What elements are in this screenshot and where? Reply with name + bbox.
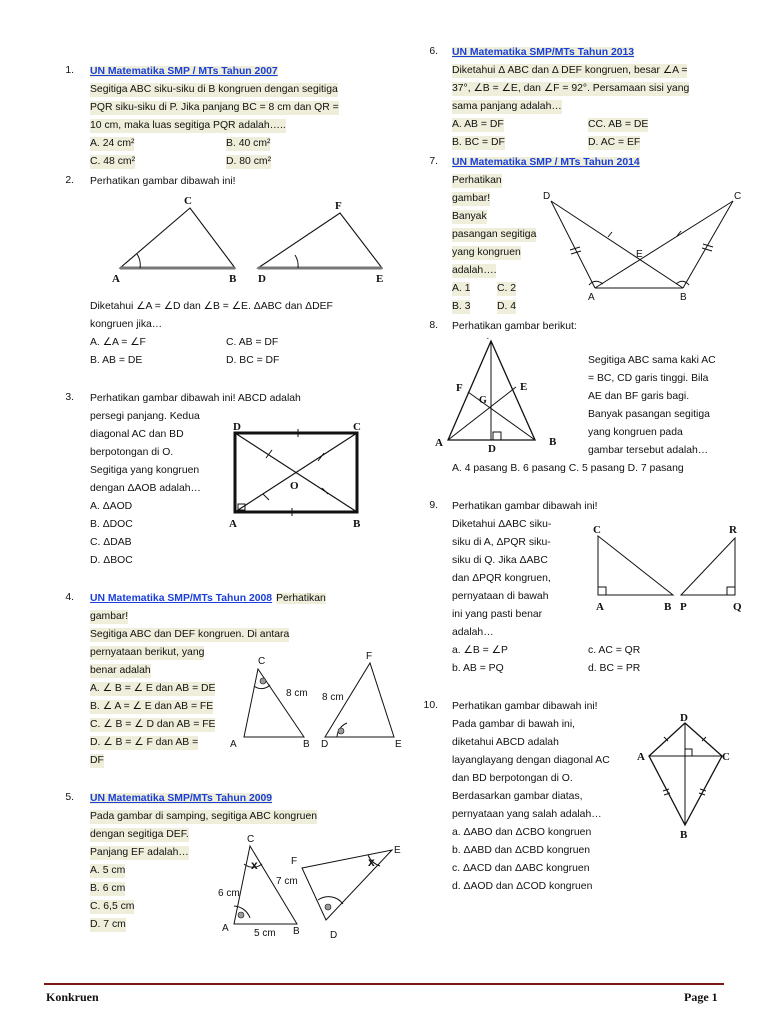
q6-text-line: Diketahui Δ ABC dan Δ DEF kongruen, besar ∠A =: [452, 65, 688, 76]
q4-number: 4.: [65, 592, 74, 603]
q5-option-d: D. 7 cm: [90, 919, 126, 930]
q3-option-a: A. ΔAOD: [90, 501, 133, 512]
q10-text-line: layanglayang dengan diagonal AC: [452, 755, 610, 766]
q7-option-b: B. 3: [452, 301, 471, 312]
q5-label-d: D: [330, 930, 338, 941]
q6-title-link[interactable]: UN Matematika SMP/MTs Tahun 2013: [452, 47, 635, 58]
q7-text-line: yang kongruen: [452, 247, 521, 258]
q7-label-b: B: [680, 292, 687, 303]
q6-option-c: CC. AB = DE: [588, 119, 649, 130]
q10-label-b: B: [680, 829, 688, 841]
footer-title: Konkruen: [46, 990, 99, 1004]
q1-text-line: PQR siku-siku di P. Jika panjang BC = 8 cm dan QR =: [90, 102, 339, 113]
q4-label-side-df: 8 cm: [322, 692, 344, 703]
q2-option-b: B. AB = DE: [90, 355, 143, 366]
q2-prompt: Perhatikan gambar dibawah ini!: [90, 176, 236, 187]
q3-number: 3.: [65, 392, 74, 403]
q5-label-c: C: [247, 834, 255, 845]
q10-option-a: a. ΔABO dan ΔCBO kongruen: [452, 827, 592, 838]
q10-prompt: Perhatikan gambar dibawah ini!: [452, 701, 598, 712]
q3-label-b: B: [353, 518, 361, 530]
q6-number: 6.: [429, 46, 438, 57]
q2-text-line: Diketahui ∠A = ∠D dan ∠B = ∠E. ΔABC dan ΔDEF: [90, 301, 333, 312]
q7-title-link[interactable]: UN Matematika SMP / MTs Tahun 2014: [452, 157, 640, 168]
q10-text-line: diketahui ABCD adalah: [452, 737, 559, 748]
q3-text-line: Perhatikan gambar dibawah ini! ABCD adalah: [90, 393, 301, 404]
q9-text-line: adalah…: [452, 627, 494, 638]
q5-label-angle-e: x: [368, 855, 375, 869]
q10-text-line: pernyataan yang salah adalah…: [452, 809, 602, 820]
q6-option-a: A. AB = DF: [452, 119, 504, 130]
q4-option-a: A. ∠ B = ∠ E dan AB = DE: [90, 683, 216, 694]
q5-option-c: C. 6,5 cm: [90, 901, 135, 912]
q8-label-g: G: [479, 395, 487, 406]
q1-text-line: Segitiga ABC siku-siku di B kongruen dengan segitiga: [90, 84, 338, 95]
q2-label-a: A: [112, 273, 120, 285]
q8-label-b: B: [549, 436, 557, 448]
page-number: Page 1: [684, 990, 718, 1004]
q1-option-b: B. 40 cm²: [226, 138, 271, 149]
q3-label-a: A: [229, 518, 237, 530]
q10-text-line: dan BD berpotongan di O.: [452, 773, 573, 784]
q8-prompt: Perhatikan gambar berikut:: [452, 321, 577, 332]
q5-label-f: F: [291, 856, 298, 867]
q7-text-line: pasangan segitiga: [452, 229, 537, 240]
q8-text-line: gambar tersebut adalah…: [588, 445, 709, 456]
q8-label-d: D: [488, 443, 496, 455]
q8-text-line: = BC, CD garis tinggi. Bila: [588, 373, 709, 384]
q5-label-angle-c: x: [251, 858, 258, 872]
q4-text-line: pernyataan berikut, yang: [90, 647, 205, 658]
q7-label-d: D: [543, 191, 551, 202]
q3-text-line: persegi panjang. Kedua: [90, 411, 200, 422]
q4-label-e: E: [395, 739, 402, 750]
q9-number: 9.: [429, 500, 438, 511]
q2-number: 2.: [65, 175, 74, 186]
q3-label-c: C: [353, 421, 361, 433]
q1-text-line: 10 cm, maka luas segitiga PQR adalah…..: [90, 120, 286, 131]
q2-label-c: C: [184, 195, 192, 207]
q9-label-b: B: [664, 601, 672, 613]
q9-label-p: P: [680, 601, 687, 613]
q10-option-c: c. ΔACD dan ΔABC kongruen: [452, 863, 590, 874]
q1-option-d: D. 80 cm²: [226, 156, 272, 167]
q2-text-line: kongruen jika…: [90, 319, 163, 330]
q7-text-line: adalah….: [452, 265, 497, 276]
q1-title-link[interactable]: UN Matematika SMP / MTs Tahun 2007: [90, 66, 278, 77]
q5-text-line: Panjang EF adalah…: [90, 847, 189, 858]
q5-text-line: dengan segitiga DEF.: [90, 829, 189, 840]
q9-option-d: d. BC = PR: [588, 663, 641, 674]
q2-option-a: A. ∠A = ∠F: [90, 337, 146, 348]
q4-text-line: benar adalah: [90, 665, 151, 676]
q9-label-q: Q: [733, 601, 742, 613]
q4-option-c: C. ∠ B = ∠ D dan AB = FE: [90, 719, 216, 730]
q5-label-b: B: [293, 926, 300, 937]
q7-text-line: Perhatikan: [452, 175, 502, 186]
q3-option-c: C. ΔDAB: [90, 537, 132, 548]
q9-text-line: siku di A, ΔPQR siku-: [452, 537, 551, 548]
q7-text-line: Banyak: [452, 211, 487, 222]
q9-option-a: a. ∠B = ∠P: [452, 645, 508, 656]
q3-text-line: berpotongan di O.: [90, 447, 174, 458]
q8-text-line: Segitiga ABC sama kaki AC: [588, 355, 716, 366]
q7-option-c: C. 2: [497, 283, 517, 294]
q4-label-d: D: [321, 739, 329, 750]
q8-text-line: yang kongruen pada: [588, 427, 683, 438]
q5-number: 5.: [65, 792, 74, 803]
q4-option-b: B. ∠ A = ∠ E dan AB = FE: [90, 701, 214, 712]
q9-text-line: siku di Q. Jika ΔABC: [452, 555, 548, 566]
q10-text-line: Berdasarkan gambar diatas,: [452, 791, 583, 802]
q7-option-d: D. 4: [497, 301, 517, 312]
q2-label-b: B: [229, 273, 237, 285]
q4-label-side-bc: 8 cm: [286, 688, 308, 699]
q5-title-link[interactable]: UN Matematika SMP/MTs Tahun 2009: [90, 793, 273, 804]
q3-label-o: O: [290, 480, 299, 492]
q3-label-d: D: [233, 421, 241, 433]
q5-text-line: Pada gambar di samping, segitiga ABC kongruen: [90, 811, 318, 822]
q1-option-a: A. 24 cm²: [90, 138, 135, 149]
q6-text-line: sama panjang adalah…: [452, 101, 562, 112]
q10-number: 10.: [423, 700, 438, 711]
q8-text-line: Banyak pasangan segitiga: [588, 409, 710, 420]
q3-text-line: Segitiga yang kongruen: [90, 465, 200, 476]
svg-text:.: .: [487, 333, 489, 341]
q9-text-line: pernyataan di bawah: [452, 591, 549, 602]
q5-label-e: E: [394, 845, 401, 856]
q9-label-c: C: [593, 524, 601, 536]
q8-number: 8.: [429, 320, 438, 331]
q10-label-c: C: [722, 751, 730, 763]
q7-label-c: C: [734, 191, 742, 202]
q2-option-d: D. BC = DF: [226, 355, 280, 366]
q6-option-d: D. AC = EF: [588, 137, 641, 148]
q4-label-c: C: [258, 656, 266, 667]
q10-label-a: A: [637, 751, 645, 763]
q3-text-line: dengan ΔAOB adalah…: [90, 483, 201, 494]
q7-number: 7.: [429, 156, 438, 167]
q1-number: 1.: [65, 65, 74, 76]
q9-label-a: A: [596, 601, 604, 613]
q5-option-a: A. 5 cm: [90, 865, 126, 876]
q4-option-d: D. ∠ B = ∠ F dan AB =: [90, 737, 199, 748]
q9-text-line: Diketahui ΔABC siku-: [452, 519, 552, 530]
q4-label-f: F: [366, 651, 373, 662]
q3-option-d: D. ΔBOC: [90, 555, 133, 566]
q9-option-b: b. AB = PQ: [452, 663, 504, 674]
q4-label-a: A: [230, 739, 237, 750]
q3-text-line: diagonal AC dan BD: [90, 429, 184, 440]
q6-text-line: 37°, ∠B = ∠E, dan ∠F = 92°. Persamaan sisi yang: [452, 83, 690, 94]
q7-option-a: A. 1: [452, 283, 471, 294]
q9-prompt: Perhatikan gambar dibawah ini!: [452, 501, 598, 512]
q2-label-f: F: [335, 200, 342, 212]
q9-text-line: ini yang pasti benar: [452, 609, 543, 620]
q4-option-d-cont: DF: [90, 755, 104, 766]
q4-label-b: B: [303, 739, 310, 750]
q3-option-b: B. ΔDOC: [90, 519, 133, 530]
q8-label-e: E: [520, 381, 528, 393]
q10-option-d: d. ΔAOD dan ΔCOD kongruen: [452, 881, 593, 892]
q8-text-line: AE dan BF garis bagi.: [588, 391, 690, 402]
q8-label-f: F: [456, 382, 463, 394]
q2-label-d: D: [258, 273, 266, 285]
q4-text-line: gambar!: [90, 611, 129, 622]
q7-text-line: gambar!: [452, 193, 491, 204]
q5-option-b: B. 6 cm: [90, 883, 126, 894]
q4-title-link[interactable]: UN Matematika SMP/MTs Tahun 2008 Perhatikan: [90, 593, 326, 604]
q7-label-e: E: [636, 249, 643, 260]
q2-option-c: C. AB = DF: [226, 337, 279, 348]
q9-option-c: c. AC = QR: [588, 645, 641, 656]
q8-answer-options: A. 4 pasang B. 6 pasang C. 5 pasang D. 7 pasang: [452, 463, 684, 474]
q1-option-c: C. 48 cm²: [90, 156, 136, 167]
q5-label-a: A: [222, 923, 229, 934]
footer-divider: [44, 983, 724, 985]
q9-label-r: R: [729, 524, 737, 536]
q10-text-line: Pada gambar di bawah ini,: [452, 719, 576, 730]
q9-text-line: dan ΔPQR kongruen,: [452, 573, 551, 584]
q5-label-side-ac: 6 cm: [218, 888, 240, 899]
q5-label-side-ab: 5 cm: [254, 928, 276, 939]
q6-option-b: B. BC = DF: [452, 137, 505, 148]
q10-option-b: b. ΔABD dan ΔCBD kongruen: [452, 845, 591, 856]
q8-label-a: A: [435, 437, 443, 449]
q10-label-d: D: [680, 712, 688, 724]
q7-label-a: A: [588, 292, 595, 303]
q4-text-line: Segitiga ABC dan DEF kongruen. Di antara: [90, 629, 290, 640]
q5-label-side-bc: 7 cm: [276, 876, 298, 887]
q2-label-e: E: [376, 273, 384, 285]
